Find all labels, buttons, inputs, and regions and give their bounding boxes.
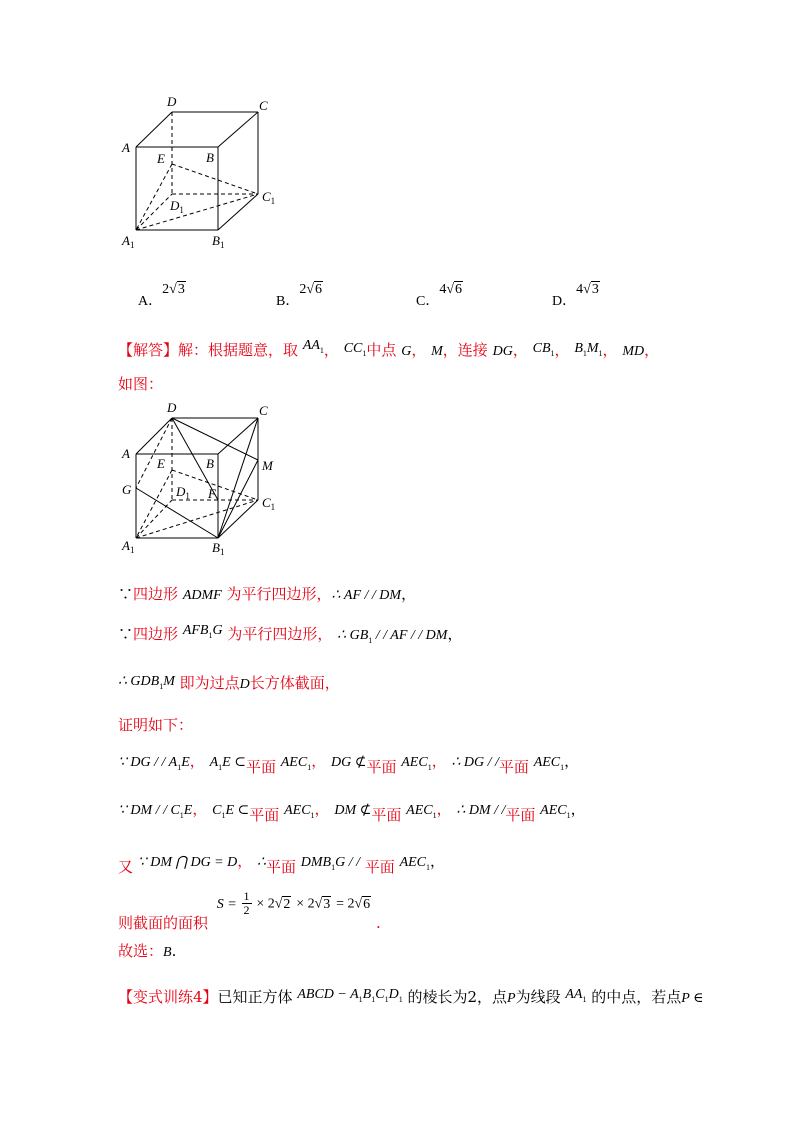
label2-B: B bbox=[206, 456, 214, 471]
label2-E: E bbox=[157, 456, 165, 471]
label2-B1: $B_1$ bbox=[212, 540, 225, 557]
label-D1: $D_1$ bbox=[170, 198, 184, 215]
label2-C1: $C_1$ bbox=[262, 495, 276, 512]
solution-intro: 【解答】解：根据题意，取 $AA_1$， $CC_1$中点 G， M，连接 DG， $CB_1$， $B_1M_1$， MD， bbox=[118, 338, 660, 359]
solution-head: 【解答】 bbox=[118, 341, 179, 359]
label-C: C bbox=[259, 98, 268, 113]
line-1: ∵四边形 ADMF 为平行四边形，∴ AF / / DM， bbox=[118, 585, 417, 603]
option-b[interactable]: B．2√6 bbox=[276, 282, 323, 309]
label2-G: G bbox=[122, 482, 132, 497]
variant-head: 【变式训练4】 bbox=[118, 988, 218, 1006]
line-3: ∴ $GDB_1M$ 即为过点D长方体截面， bbox=[118, 674, 340, 692]
option-a[interactable]: A．2√3 bbox=[138, 282, 185, 309]
label2-M: M bbox=[262, 458, 273, 473]
label2-D: D bbox=[167, 400, 177, 415]
label2-D1: $D_1$ bbox=[176, 484, 190, 501]
label-C1: $C_1$ bbox=[262, 189, 276, 206]
label-E: E bbox=[157, 151, 165, 166]
option-c[interactable]: C．4√6 bbox=[416, 282, 463, 309]
proof-line-2: ∵ DM / / $C_1E$， $C_1E$ ⊂平面 $AEC_1$， DM ⊄平面 $AEC_1$， ∴ DM / /平面 $AEC_1$， bbox=[118, 800, 586, 824]
label2-F: F bbox=[208, 486, 216, 501]
figure-caption: 如图： bbox=[118, 375, 164, 393]
label2-A: A bbox=[122, 446, 130, 461]
label-B1: $B_1$ bbox=[212, 233, 225, 250]
line-2: ∵四边形 $AFB_1G$ 为平行四边形， ∴ $GB_1$ / / AF / / DM， bbox=[118, 623, 463, 645]
option-d[interactable]: D．4√3 bbox=[552, 282, 599, 309]
variant-training: 【变式训练4】已知正方体 ABCD − $A_1B_1C_1D_1$ 的棱长为2，点P为线段 $AA_1$ 的中点，若点P ∈ bbox=[118, 987, 704, 1006]
label2-A1: $A_1$ bbox=[122, 538, 135, 555]
cube-figure-2 bbox=[110, 396, 300, 560]
proof-line-3: 又 ∵ DM ⋂ DG = D， ∴平面 $DMB_1G$ / / 平面 $AEC_1$， bbox=[118, 852, 446, 876]
area-line: 则截面的面积 S = $\frac{1}{2} \times 2√2 \times 2√3 = 2√6$ . bbox=[118, 889, 381, 932]
label-A: A bbox=[122, 140, 130, 155]
label-A1: $A_1$ bbox=[122, 233, 135, 250]
label-B: B bbox=[206, 150, 214, 165]
proof-line-1: ∵ DG / / $A_1E$， $A_1E$ ⊂平面 $AEC_1$， DG ⊄平面 $AEC_1$， ∴ DG / /平面 $AEC_1$， bbox=[118, 752, 580, 776]
label-D: D bbox=[167, 94, 177, 109]
label2-C: C bbox=[259, 403, 268, 418]
proof-heading: 证明如下： bbox=[118, 716, 194, 734]
cube-figure-1 bbox=[110, 90, 300, 260]
answer-line: 故选：B. bbox=[118, 942, 177, 960]
